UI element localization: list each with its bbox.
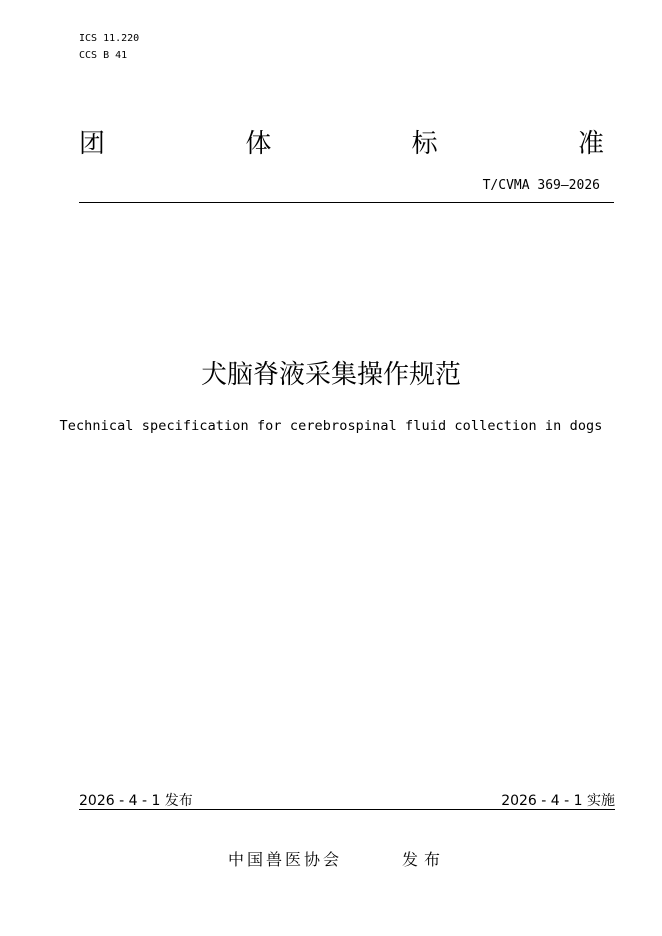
implementation-date: 2026 - 4 - 1 实施 [501, 793, 615, 809]
title-english: Technical specification for cerebrospinal fluid collection in dogs [59, 418, 603, 434]
standard-type-char: 标 [411, 129, 438, 159]
publish-date: 2026 - 4 - 1 发布 [79, 793, 193, 809]
standard-type-char: 准 [577, 129, 604, 159]
ccs-code: CCS B 41 [79, 50, 128, 61]
footer-divider [79, 809, 615, 810]
issue-label: 发布 [402, 850, 447, 869]
header-divider [79, 202, 614, 203]
ics-code: ICS 11.220 [79, 33, 140, 44]
title-chinese: 犬脑脊液采集操作规范 [200, 360, 461, 390]
standard-number: T/CVMA 369—2026 [482, 178, 600, 193]
standard-type-char: 体 [245, 129, 272, 159]
issuing-organization: 中国兽医协会 [228, 850, 343, 869]
standard-type [79, 126, 604, 162]
standard-type-char: 团 [79, 129, 106, 159]
